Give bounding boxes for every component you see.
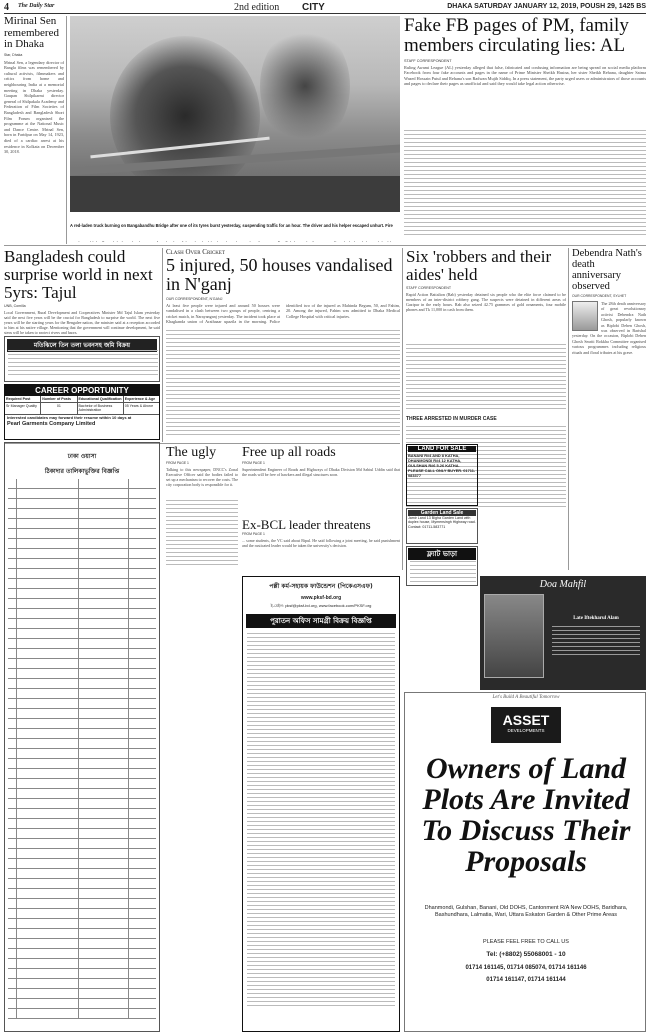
horizontal-rule	[4, 245, 646, 246]
tajul-article	[4, 248, 160, 334]
matijhil-lines	[8, 350, 158, 380]
land-sale-title: LAND FOR SALE	[408, 446, 476, 452]
dateline: DHAKA SATURDAY JANUARY 12, 2019, POUSH 29, 1425 BS	[447, 3, 646, 10]
masthead-logo: The Daily Star	[18, 3, 55, 9]
career-header-number: Number of Posts	[41, 396, 77, 402]
column-rule	[568, 248, 569, 570]
garden-title: Garden Land Sale	[408, 510, 476, 516]
career-title: CAREER OPPORTUNITY	[5, 385, 159, 396]
exbcl-article	[242, 518, 400, 574]
asset-sub: DEVELOPMENTS	[507, 728, 545, 733]
doa-portrait	[484, 594, 544, 678]
tajul-byline: UNB, Comilla	[4, 304, 26, 308]
debendra-byline: OUR CORRESPONDENT, SYLHET	[572, 294, 627, 298]
let-build-slogan: Let's Build A Beautiful Tomorrow	[492, 695, 560, 700]
career-company: Pearl Garments Company Limited	[7, 421, 96, 428]
mirinal-body: Mrinal Sen, a legendary director of Bangla films was remembered by cultural activists, filmmakers and critics from home and neighbouring India at a memorial meeting in Dhaka yesterday. Gaupan Shilpikarmi director general of Shilpakala Academy and Federation of Film Societies of Bangladesh and Bangladesh Short Film Forum organised the programme at the National Music and Dance Centre. Mrinal Sen, born in Faridpur on May 14, 1923, died of a cardiac arrest at his residence in Kolkata on December 30, 2018.	[4, 59, 64, 155]
freeroads-article	[242, 446, 400, 514]
clash-kicker: Clash Over Cricket	[166, 248, 226, 256]
career-header-qualification: Educational Qualification	[78, 396, 124, 402]
ugly-body: Talking to this newspaper, DNCC's Zonal Executive Officer said the bodies failed to set up a mechanism to recover the costs. The city corporation body is responsible for it.	[166, 466, 238, 487]
career-note: Interested candidates may forward their resume within 10 days at	[7, 414, 132, 420]
wasa-title: ঢাকা ওয়াসা	[67, 453, 97, 460]
flat-rent-title: ফ্ল্যাট ভাড়া	[408, 548, 476, 560]
exbcl-headline: Ex-BCL leader threatens	[242, 518, 371, 532]
freeroads-from-page: FROM PAGE 1	[242, 460, 265, 465]
garden-text: Jamir Land 13 Bigha Garden Land with duplex house, Mymensingh Highway road. Contact: 01711-583771	[408, 516, 476, 529]
mirinal-article	[4, 16, 64, 240]
masthead	[4, 2, 646, 14]
career-cell-post: Sr Manager Quality	[5, 403, 41, 413]
debendra-photo	[572, 301, 598, 331]
owners-phone-2: 01714 161145, 01714 085074, 01714 161146	[465, 965, 587, 971]
column-rule	[402, 248, 403, 570]
owners-phone-1: Tel: (+8802) 55068001 - 10	[486, 951, 566, 958]
owners-call: PLEASE FEEL FREE TO CALL US	[483, 939, 569, 945]
freeroads-body: Superintendent Engineer of Roads and Highways of Dhaka Division Md Sabiul Uddin said that the roads will be free of hawkers and illegal structures soon.	[242, 466, 400, 477]
land-sale-ad	[406, 444, 478, 506]
clash-text-lines	[166, 330, 400, 440]
column-rule	[162, 248, 163, 442]
clash-byline: OUR CORRESPONDENT, N'GANJ	[166, 297, 223, 301]
fakefb-byline: STAFF CORRESPONDENT	[404, 59, 452, 63]
pksf-url: www.pksf-bd.org	[300, 595, 342, 601]
exbcl-from-page: FROM PAGE 1	[242, 531, 265, 536]
exbcl-body: ... some students, the VC said about Bipul. He said following a joint meeting, he said punishment and the rusticated leader would be taken the university's decision.	[242, 537, 400, 548]
mirinal-headline: Mirinal Sen remembered in Dhaka	[4, 16, 59, 51]
career-header-post: Required Post	[5, 396, 41, 402]
edition-label: 2nd edition	[234, 2, 280, 13]
wasa-notice: ঠিকাদার তালিকাভুক্তির বিজ্ঞপ্তি	[44, 468, 120, 475]
tajul-body: Local Government, Rural Development and Cooperatives Minister Md Tajul Islam yesterday said the next five years will be the crucial for Bangladesh to surprise the world. The next five years will be the starting years for the Bengalee nation, the minister said at a reception accorded to him at his native village. Mentioning that the government will continue development, he said steps will be taken to protect rivers and haors.	[4, 310, 160, 334]
doa-name: Late Iftekharul Alam	[573, 616, 619, 621]
robbers-headline: Six 'robbers and their aides' held	[406, 248, 552, 284]
ugly-text-lines	[166, 500, 238, 570]
matijhil-title: মতিঝিলে তিন তলা ভবনসহ জমি বিক্রয়	[7, 339, 157, 352]
pksf-contact: ই-মেইল: pksf@pksf-bd.org, www.facebook.com/PKSF.org	[270, 603, 372, 608]
debendra-article	[572, 248, 646, 574]
robbers-body: Rapid Action Battalion (Rab) yesterday detained six people who the elite force claimed to be members of an inter-district robbery gang. The suspects were detained in different areas of Gazipur in the early hours. Rab also seized 42.75 grammes of gold ornaments, four mobile phones and Tk 11,000 in cash from them.	[406, 292, 566, 313]
land-sale-text: BANANI R#4 AND 8 KATHA, DHANMONDI R#4 12 KATHA, GULSHAN R#6 5.26 KATHA. PLEASE CALL ONLY BUYER. 01711-083377	[408, 453, 476, 478]
clash-body: At least five people were injured and around 50 houses were vandalised in a clash between two groups of people, centring a cricket match, in Narayanganj yesterday. The incident took place at Khagkanda union of Araihazar upazila in the morning. Police identified two of the injured as Mahinda Begum, 50, and Fahim, 20. Among the injured, Fahim was admitted to Dhaka Medical College Hospital with critical injuries.	[166, 303, 400, 324]
career-header-experience: Experience & Age	[124, 397, 156, 401]
ugly-headline: The ugly	[166, 446, 217, 460]
fakefb-headline: Fake FB pages of PM, family members circulating lies: AL	[404, 16, 629, 56]
asset-logo	[491, 707, 561, 743]
pksf-ad	[242, 576, 400, 1032]
matijhil-ad	[4, 336, 160, 382]
pksf-tender-title: পুরাতন অফিস সামগ্রী বিক্রয় বিজ্ঞপ্তি	[246, 614, 396, 628]
asset-brand: ASSET	[502, 712, 550, 728]
fakefb-body: Ruling Awami League (AL) yesterday alleged that false, fabricated and confusing information are being spread on social media platform Facebook from four fake accounts and pages in the name of Prime Minister Sheikh Hasina, her sister Sheikh Rehana, daughter Saima Wazed Hossain Putul and Rehana's son Radwan Mujib Siddiq. In a press statement, the party urged users or administrators of those accounts and pages to declare their pages as unofficial and said they would take legal action otherwise.	[404, 65, 646, 87]
robbers-byline: STAFF CORRESPONDENT	[406, 286, 452, 290]
owners-headline: Owners of Land Plots Are Invited To Discuss Their Proposals	[421, 752, 631, 878]
career-cell-qualification: Bachelor of Business Administration	[78, 403, 124, 413]
page-number: 4	[4, 2, 9, 13]
career-ad	[4, 384, 160, 440]
wasa-table	[8, 479, 156, 1019]
debendra-body: The 28th death anniversary of great revolutionary activist Debendra Nath Ghosh, popularly known as Biplobi Deben Ghosh, was observed in Barishal yesterday. On the occasion, Biplobi Deben Ghosh Smriti Rokkha Committee organised various programmes including religious rituals and floral tributes at his grave.	[572, 301, 646, 355]
career-cell-experience: 05 Years & Above	[124, 404, 154, 409]
mirinal-byline: Star, Dhaka	[4, 52, 23, 57]
flat-rent-ad	[406, 546, 478, 586]
doa-title: Doa Mahfil	[539, 579, 587, 590]
garden-land-ad	[406, 508, 478, 544]
tajul-headline: Bangladesh could surprise world in next 5yrs: Tajul	[4, 248, 153, 302]
owners-phone-3: 01714 161147, 01714 161144	[486, 977, 566, 983]
robbers-subhead: THREE ARRESTED IN MURDER CASE	[406, 416, 497, 422]
asset-ad	[404, 692, 646, 1032]
column-rule	[66, 16, 67, 244]
fakefb-text-lines	[404, 130, 646, 240]
section-label: CITY	[302, 2, 325, 13]
wasa-tender-ad	[4, 442, 160, 1032]
pksf-org: পল্লী কর্ম-সহায়ক ফাউন্ডেশন (পিকেএসএফ)	[269, 583, 373, 590]
photo-caption	[70, 214, 400, 242]
career-cell-number: 01	[41, 403, 77, 413]
clash-headline: 5 injured, 50 houses vandalised in N'ganj	[166, 255, 393, 294]
caption-text: A red-laden truck burning on Bangabandhu Bridge after one of its tyres burst yesterday, suspending traffic for an hour. The driver and his helper escaped unhurt. Fire	[70, 223, 393, 228]
doa-mahfil-ad	[480, 576, 646, 690]
owners-areas: Dhanmondi, Gulshan, Banani, Old DOHS, Cantonment R/A New DOHS, Baridhara, Bashundhara, Lalmatia, Wari, Uttara Eskaton Garden & Other Prime Areas	[424, 905, 628, 918]
truck-fire-photo	[70, 16, 400, 212]
freeroads-headline: Free up all roads	[242, 446, 336, 460]
ugly-from-page: FROM PAGE 1	[166, 460, 189, 465]
debendra-headline: Debendra Nath's death anniversary observed	[572, 248, 642, 292]
